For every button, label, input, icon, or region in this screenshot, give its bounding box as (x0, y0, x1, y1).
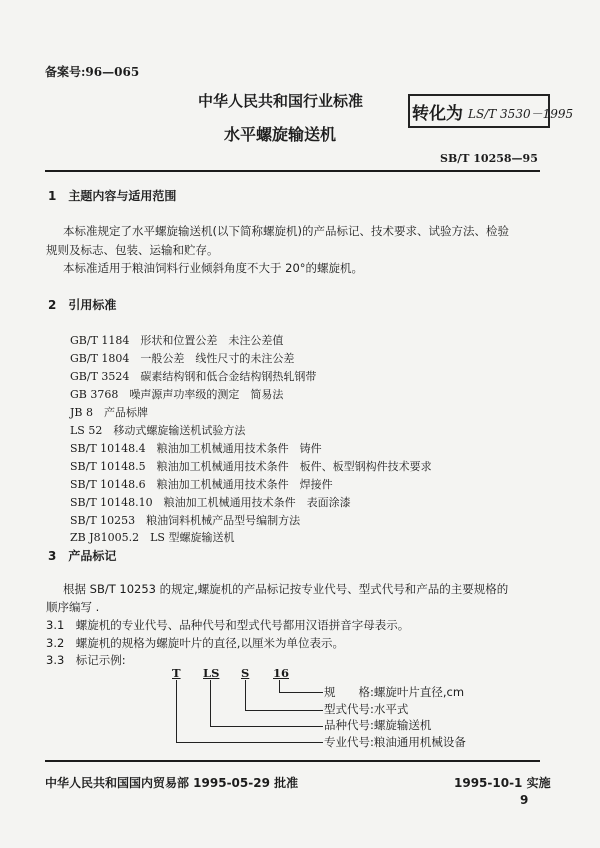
leader-line-S (245, 680, 246, 710)
leader-line-LS (210, 680, 211, 726)
section-3-paragraph-line1: 根据 SB/T 10253 的规定,螺旋机的产品标记按专业代号、型式代号和产品的主要规格的 (63, 582, 509, 596)
reference-item: GB 3768 噪声源声功率级的测定 简易法 (70, 388, 284, 401)
code-T: T (172, 666, 181, 680)
item-3-1: 3.1 螺旋机的专业代号、品种代号和型式代号都用汉语拼音字母表示。 (46, 618, 410, 632)
page-number: 9 (520, 793, 529, 807)
code-S: S (241, 666, 250, 680)
reference-item: SB/T 10148.6 粮油加工机械通用技术条件 焊接件 (70, 478, 333, 491)
reference-item: GB/T 1804 一般公差 线性尺寸的未注公差 (70, 352, 295, 365)
stamp-handwritten-code: LS/T 3530－1995 (468, 107, 574, 121)
reference-item: SB/T 10148.5 粮油加工机械通用技术条件 板件、板型钢构件技术要求 (70, 460, 432, 473)
approval-statement: 中华人民共和国国内贸易部 1995-05-29 批准 (45, 776, 299, 790)
footer-divider (45, 760, 540, 762)
section-3-paragraph-line2: 顺序编写 . (46, 600, 100, 614)
reference-item: GB/T 3524 碳素结构钢和低合金结构钢热轧钢带 (70, 370, 317, 383)
stamp-text: 转化为 (412, 104, 463, 124)
standard-organization-title: 中华人民共和国行业标准 (198, 92, 364, 110)
section-1-heading: 1 主题内容与适用范围 (48, 189, 177, 203)
section-2-heading: 2 引用标准 (48, 298, 117, 312)
item-3-2: 3.2 螺旋机的规格为螺旋叶片的直径,以厘米为单位表示。 (46, 636, 344, 650)
section-1-scope: 本标准适用于粮油饲料行业倾斜角度不大于 20°的螺旋机。 (63, 261, 364, 275)
reference-item: GB/T 1184 形状和位置公差 未注公差值 (70, 334, 284, 347)
item-3-3: 3.3 标记示例: (46, 653, 126, 667)
leader-line-T (176, 680, 177, 742)
reference-item: SB/T 10148.4 粮油加工机械通用技术条件 铸件 (70, 442, 322, 455)
section-1-paragraph-line2: 规则及标志、包装、运输和贮存。 (46, 243, 219, 257)
reference-item: SB/T 10253 粮油饲料机械产品型号编制方法 (70, 514, 301, 527)
leader-horizontal-LS (210, 726, 323, 727)
label-specification: 规 格:螺旋叶片直径,cm (324, 685, 465, 699)
leader-horizontal-16 (279, 692, 323, 693)
leader-line-16 (279, 680, 280, 692)
document-title: 水平螺旋输送机 (224, 125, 337, 144)
header-divider (45, 170, 540, 172)
code-16: 16 (273, 666, 290, 680)
label-type-code: 型式代号:水平式 (324, 702, 409, 716)
label-professional-code: 专业代号:粮油通用机械设备 (324, 735, 466, 749)
leader-horizontal-T (176, 742, 323, 743)
label-variety-code: 品种代号:螺旋输送机 (324, 718, 432, 732)
effective-date: 1995-10-1 实施 (454, 776, 551, 790)
filing-number: 备案号:96—065 (45, 65, 140, 79)
reference-item: ZB J81005.2 LS 型螺旋输送机 (70, 531, 235, 544)
reference-item: LS 52 移动式螺旋输送机试验方法 (70, 424, 246, 437)
reference-item: SB/T 10148.10 粮油加工机械通用技术条件 表面涂漆 (70, 496, 351, 509)
conversion-stamp (408, 94, 574, 128)
standard-code: SB/T 10258—95 (440, 152, 538, 165)
leader-horizontal-S (245, 710, 323, 711)
code-LS: LS (203, 666, 220, 680)
reference-item: JB 8 产品标牌 (70, 406, 148, 419)
section-3-heading: 3 产品标记 (48, 549, 117, 563)
section-1-paragraph-line1: 本标准规定了水平螺旋输送机(以下简称螺旋机)的产品标记、技术要求、试验方法、检验 (63, 224, 509, 238)
